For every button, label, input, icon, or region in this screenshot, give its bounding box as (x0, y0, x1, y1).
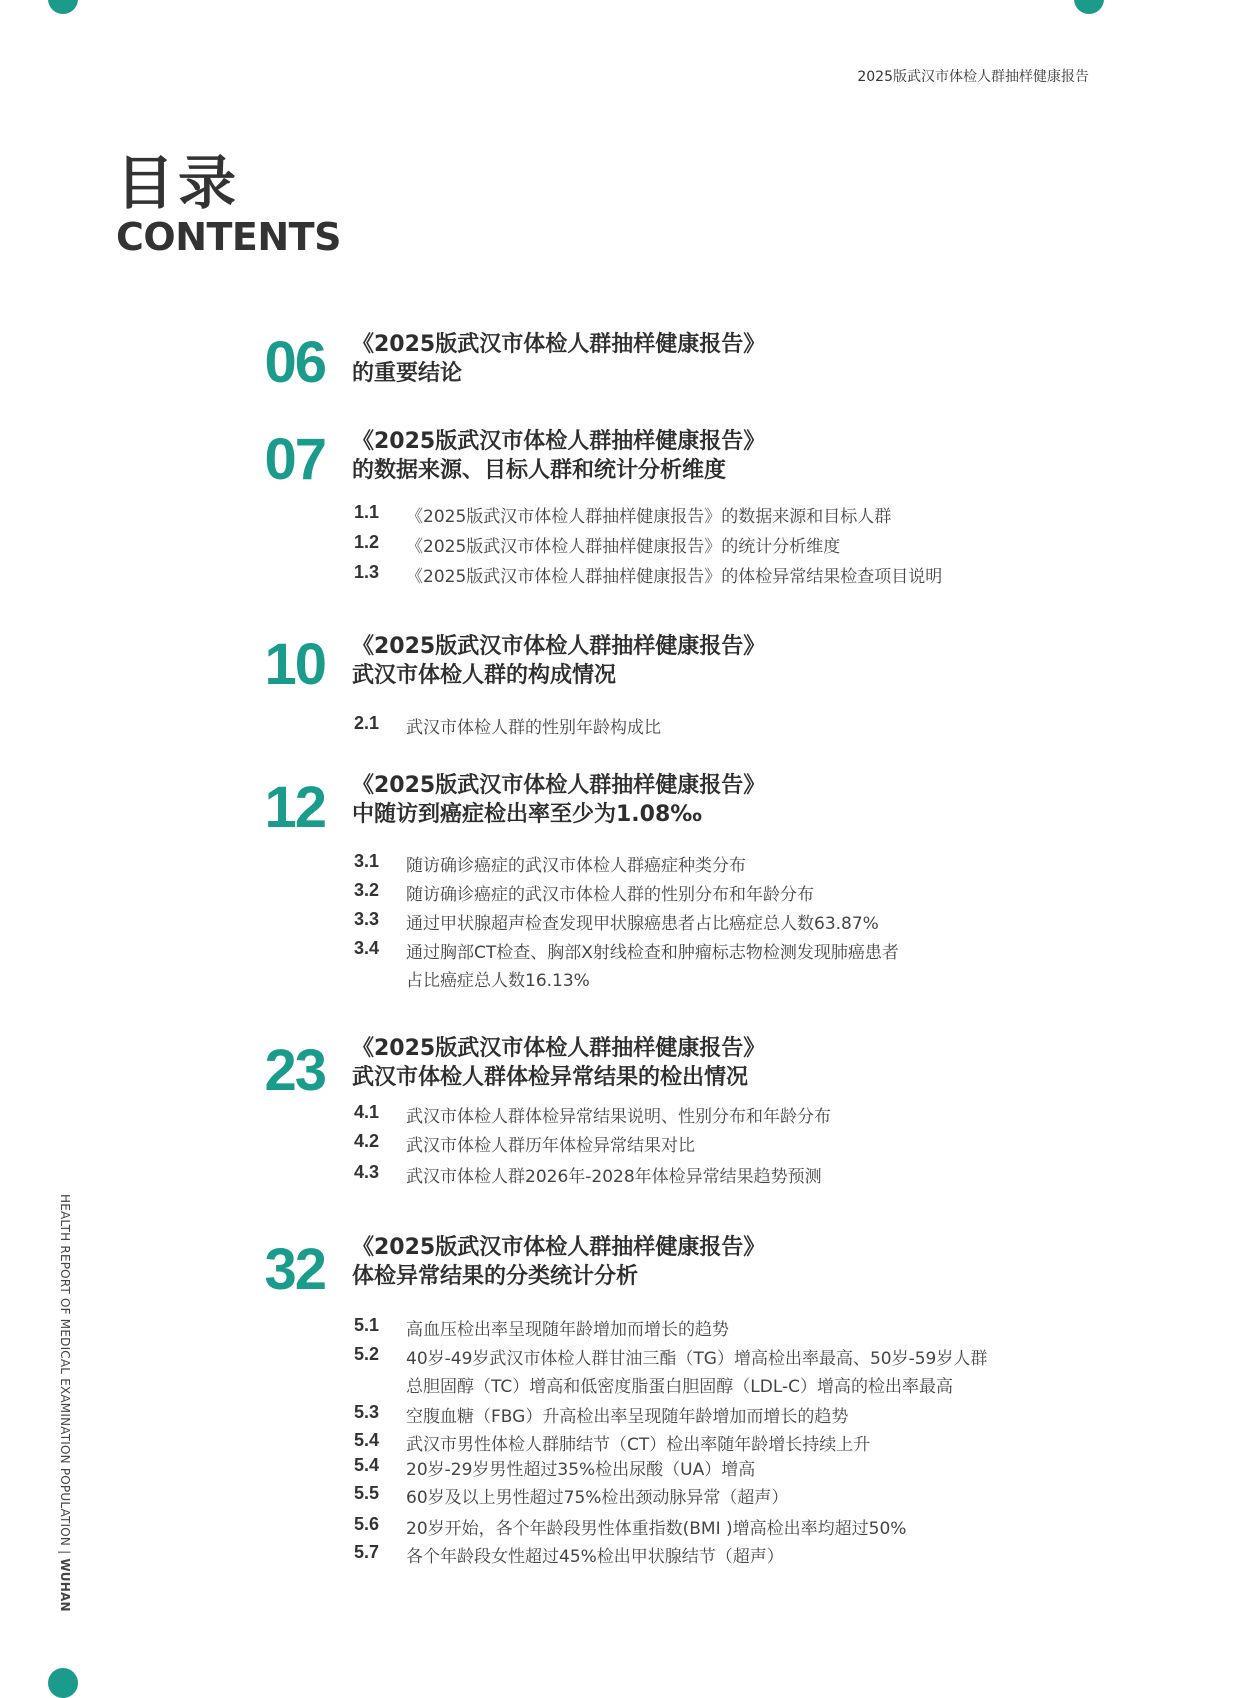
side-label-text: HEALTH REPORT OF MEDICAL EXAMINATION POPULATION | (58, 1194, 72, 1559)
corner-dot-top-left (48, 0, 78, 14)
subsection-number: 5.4 (354, 1455, 380, 1475)
section-page-number: 12 (264, 775, 325, 840)
subsection-number: 5.1 (354, 1315, 380, 1335)
subsection-number: 5.2 (354, 1344, 380, 1364)
subsection-text: 通过甲状腺超声检查发现甲状腺癌患者占比癌症总人数63.87% (406, 914, 879, 934)
subsection-number: 2.1 (354, 713, 380, 733)
subsection-number: 5.4 (354, 1430, 380, 1450)
section-title-line2: 武汉市体检人群的构成情况 (352, 663, 617, 688)
subsection-text: 随访确诊癌症的武汉市体检人群的性别分布和年龄分布 (406, 885, 814, 905)
section-title-line2: 的数据来源、目标人群和统计分析维度 (352, 458, 727, 483)
subsection-number: 3.2 (354, 880, 380, 900)
subsection-text: 空腹血糖（FBG）升高检出率呈现随年龄增加而增长的趋势 (406, 1407, 849, 1427)
subsection-text: 武汉市体检人群的性别年龄构成比 (406, 718, 661, 738)
subsection-text: 通过胸部CT检查、胸部X射线检查和肿瘤标志物检测发现肺癌患者 (406, 943, 899, 963)
subsection-text: 《2025版武汉市体检人群抽样健康报告》的数据来源和目标人群 (406, 507, 892, 527)
section-page-number: 07 (264, 427, 325, 492)
toc-title-en: CONTENTS (116, 215, 341, 259)
subsection-number: 4.2 (354, 1131, 380, 1151)
running-header: 2025版武汉市体检人群抽样健康报告 (857, 69, 1089, 85)
section-title-line1: 《2025版武汉市体检人群抽样健康报告》 (352, 1036, 766, 1061)
subsection-text-line2: 占比癌症总人数16.13% (406, 971, 590, 991)
section-title-line2: 武汉市体检人群体检异常结果的检出情况 (352, 1065, 749, 1090)
section-title (352, 771, 765, 829)
subsection-text: 20岁开始，各个年龄段男性体重指数(BMI )增高检出率均超过50% (406, 1519, 907, 1539)
section-title-line2: 的重要结论 (352, 361, 463, 386)
subsection-text: 40岁-49岁武汉市体检人群甘油三酯（TG）增高检出率最高、50岁-59岁人群 (406, 1349, 988, 1369)
subsection-text: 《2025版武汉市体检人群抽样健康报告》的体检异常结果检查项目说明 (406, 567, 943, 587)
subsection-number: 5.5 (354, 1483, 380, 1503)
subsection-text: 高血压检出率呈现随年龄增加而增长的趋势 (406, 1320, 729, 1340)
subsection-text: 各个年龄段女性超过45%检出甲状腺结节（超声） (406, 1547, 784, 1567)
section-title-line2: 中随访到癌症检出率至少为1.08‰ (352, 802, 702, 827)
section-title-line1: 《2025版武汉市体检人群抽样健康报告》 (352, 1235, 766, 1260)
subsection-number: 1.3 (354, 562, 380, 582)
subsection-number: 1.1 (354, 502, 380, 522)
subsection-number: 4.1 (354, 1102, 380, 1122)
subsection-number: 4.3 (354, 1162, 380, 1182)
subsection-number: 3.1 (354, 851, 380, 871)
corner-dot-bottom-left (48, 1668, 78, 1698)
subsection-number: 1.2 (354, 532, 380, 552)
section-title (352, 330, 765, 388)
subsection-text: 20岁-29岁男性超过35%检出尿酸（UA）增高 (406, 1460, 756, 1480)
subsection-number: 5.7 (354, 1542, 380, 1562)
subsection-text: 武汉市男性体检人群肺结节（CT）检出率随年龄增长持续上升 (406, 1435, 871, 1455)
side-label-bold: WUHAN (58, 1558, 72, 1612)
section-page-number: 32 (264, 1237, 325, 1302)
subsection-text: 武汉市体检人群体检异常结果说明、性别分布和年龄分布 (406, 1107, 831, 1127)
subsection-number: 3.4 (354, 938, 380, 958)
subsection-text: 60岁及以上男性超过75%检出颈动脉异常（超声） (406, 1488, 789, 1508)
subsection-number: 5.6 (354, 1514, 380, 1534)
section-title-line1: 《2025版武汉市体检人群抽样健康报告》 (352, 332, 766, 357)
section-title-line1: 《2025版武汉市体检人群抽样健康报告》 (352, 634, 766, 659)
section-title (352, 427, 765, 485)
subsection-number: 3.3 (354, 909, 380, 929)
subsection-text: 随访确诊癌症的武汉市体检人群癌症种类分布 (406, 856, 746, 876)
section-page-number: 23 (264, 1038, 325, 1103)
section-title (352, 1034, 765, 1092)
section-page-number: 06 (264, 330, 325, 395)
section-title-line1: 《2025版武汉市体检人群抽样健康报告》 (352, 773, 766, 798)
corner-dot-top-right (1074, 0, 1104, 14)
section-title (352, 632, 765, 690)
section-title-line2: 体检异常结果的分类统计分析 (352, 1264, 639, 1289)
subsection-text: 武汉市体检人群历年体检异常结果对比 (406, 1136, 695, 1156)
subsection-text: 武汉市体检人群2026年-2028年体检异常结果趋势预测 (406, 1167, 822, 1187)
subsection-text: 《2025版武汉市体检人群抽样健康报告》的统计分析维度 (406, 537, 841, 557)
subsection-text-line2: 总胆固醇（TC）增高和低密度脂蛋白胆固醇（LDL-C）增高的检出率最高 (406, 1377, 953, 1397)
section-title-line1: 《2025版武汉市体检人群抽样健康报告》 (352, 429, 766, 454)
section-title (352, 1233, 765, 1291)
section-page-number: 10 (264, 632, 325, 697)
toc-title-cn: 目录 (116, 149, 241, 217)
subsection-number: 5.3 (354, 1402, 380, 1422)
